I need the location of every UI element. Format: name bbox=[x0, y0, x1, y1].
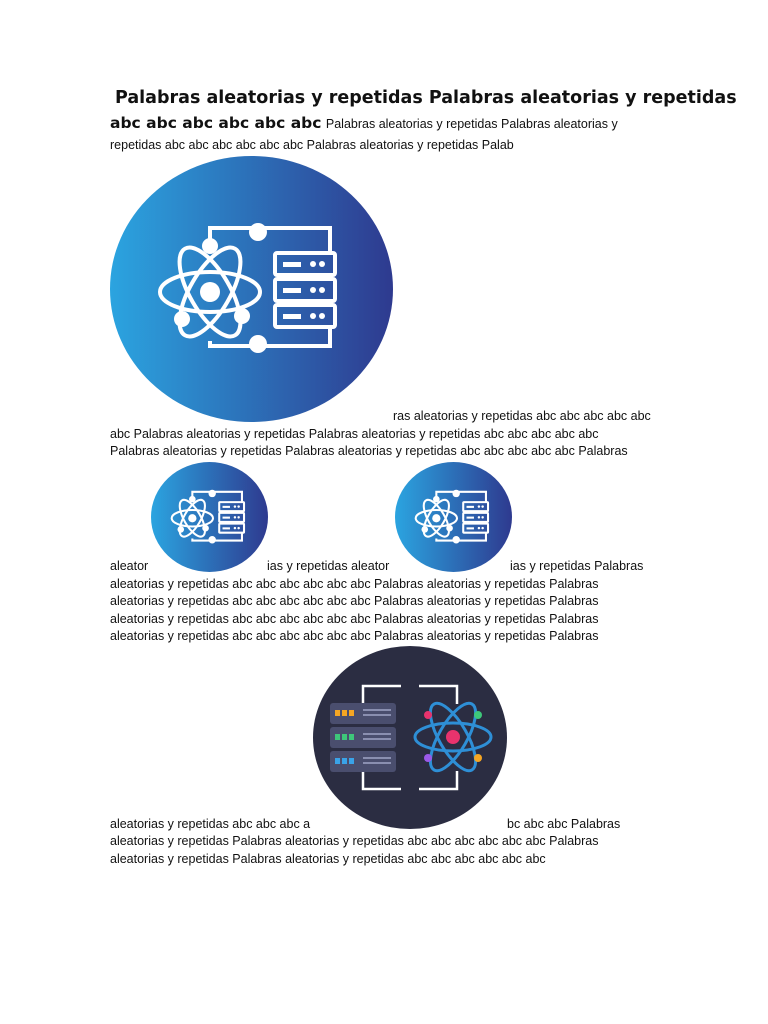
block1-line-3: Palabras aleatorias y repetidas Palabras aleatorias y repetidas abc abc abc abc abc Palabras bbox=[110, 444, 628, 458]
block1-line-1: ras aleatorias y repetidas abc abc abc abc abc bbox=[393, 409, 651, 423]
block3-fragment-1: aleatorias y repetidas abc abc abc a bbox=[110, 817, 311, 831]
heading-line-1: Palabras aleatorias y repetidas Palabras aleatorias y repetidas bbox=[115, 88, 737, 108]
block1-line-2: abc Palabras aleatorias y repetidas Palabras aleatorias y repetidas abc abc abc abc abc bbox=[110, 427, 599, 441]
heading-line-2 bbox=[110, 114, 618, 133]
block3-line-2: aleatorias y repetidas Palabras aleatorias y repetidas abc abc abc abc abc abc bbox=[110, 852, 546, 866]
block2-line-3: aleatorias y repetidas abc abc abc abc abc abc Palabras aleatorias y repetidas Palabras bbox=[110, 612, 599, 626]
block2-line-1: aleatorias y repetidas abc abc abc abc abc abc Palabras aleatorias y repetidas Palabras bbox=[110, 577, 599, 591]
block2-line-2: aleatorias y repetidas abc abc abc abc abc abc Palabras aleatorias y repetidas Palabras bbox=[110, 594, 599, 608]
server-atom-icon-dark bbox=[313, 646, 507, 829]
block2-fragment-3: ias y repetidas Palabras bbox=[510, 559, 644, 573]
block2-fragment-2: ias y repetidas aleator bbox=[267, 559, 390, 573]
science-server-icon-large bbox=[110, 156, 393, 422]
science-server-icon-small-left bbox=[151, 462, 268, 572]
heading-line-3: repetidas abc abc abc abc abc abc Palabras aleatorias y repetidas Palab bbox=[110, 138, 514, 152]
science-server-icon-small-right bbox=[395, 462, 512, 572]
heading-line-2-rest: Palabras aleatorias y repetidas Palabras aleatorias y bbox=[325, 117, 618, 131]
block3-fragment-2: bc abc abc Palabras bbox=[507, 817, 621, 831]
block3-line-1: aleatorias y repetidas Palabras aleatorias y repetidas abc abc abc abc abc abc Palabras bbox=[110, 834, 599, 848]
block2-fragment-1: aleator bbox=[110, 559, 149, 573]
heading-bold-abc: abc abc abc abc abc abc bbox=[110, 114, 322, 132]
block2-line-4: aleatorias y repetidas abc abc abc abc abc abc Palabras aleatorias y repetidas Palabras bbox=[110, 629, 599, 643]
